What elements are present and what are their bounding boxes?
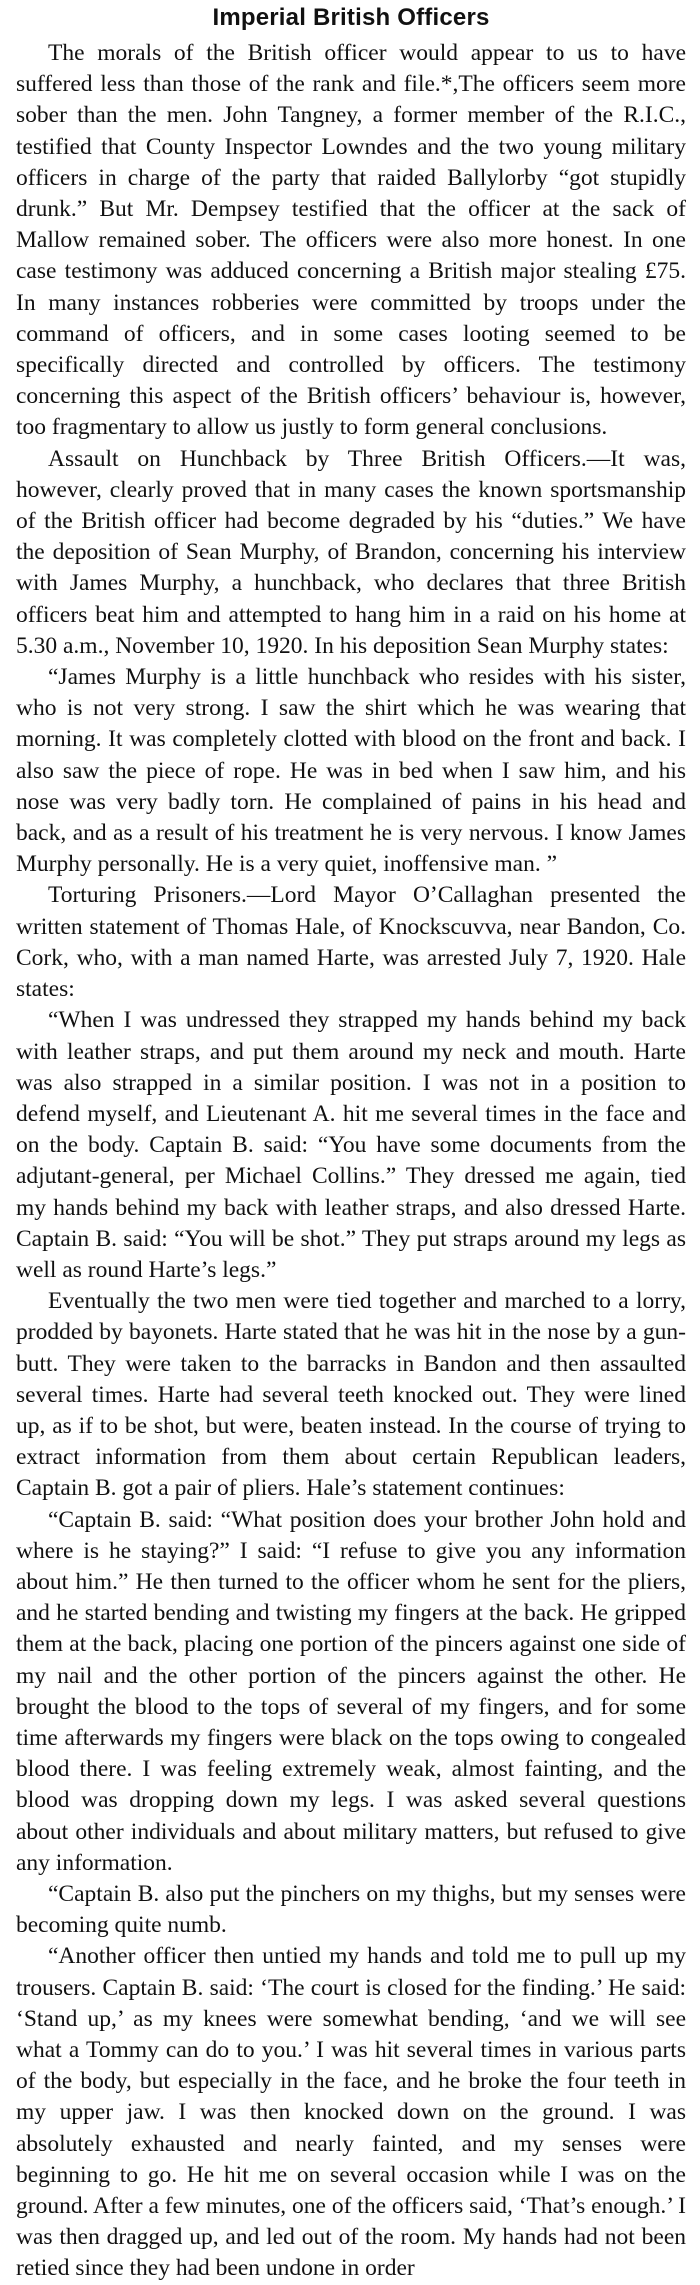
article-body <box>16 38 686 2285</box>
paragraph-murphy-quote: “James Murphy is a little hunchback who resides with his sister, who is not very strong. I saw the shirt which he was wearing that morning. It was completely clotted with blood on the front and back. I also saw the piece of rope. He was in bed when I saw him, and his nose was very badly torn. He complained of pains in his head and back, and as a result of his treatment he is very nervous. I know James Murphy personally. He is a very quiet, inoffensive man. ” <box>16 664 686 878</box>
paragraph-hale-undressed: “When I was undressed they strapped my hands behind my back with leather straps, and put them around my neck and mouth. Harte was also strapped in a similar position. I was not in a position to defend myself, and Lieutenant A. hit me several times in the face and on the body. Captain B. said: “You have some documents from the adjutant-general, per Michael Collins.” They dressed me again, tied my hands behind my back with leather straps, and also dressed Harte. Captain B. said: “You will be shot.” They put straps around my legs as well as round Harte’s legs.” <box>16 1007 686 1283</box>
paragraph-officer-morals: The morals of the British officer would appear to us to have suffered less than those of the rank and file.*,The officers seem more sober than the men. John Tangney, a former member of the R.I.C., testified that County Inspector Lowndes and the two young military officers in charge of the party that raided Ballylorby “got stupidly drunk.” But Mr. Dempsey testified that the officer at the sack of Mallow remained sober. The officers were also more honest. In one case testimony was adduced concerning a British major stealing £75. In many instances robberies were committed by troops under the command of officers, and in some cases looting seemed to be specifically directed and controlled by officers. The testimony concerning this aspect of the British officers’ behaviour is, however, too fragmentary to allow us justly to form general conclusions. <box>16 40 686 441</box>
paragraph-pliers: “Captain B. said: “What position does your brother John hold and where is he staying?” I said: “I refuse to give you any information about him.” He then turned to the officer whom he sent for the pliers, and he started bending and twisting my fingers at the back. He gripped them at the back, placing one portion of the pincers against one side of my nail and the other portion of the pincers against the other. He brought the blood to the tops of several of my fingers, and for some time afterwards my fingers were black on the tops owing to congealed blood there. I was feeling extremely weak, almost fainting, and the blood was dropping down my legs. I was asked several questions about other individuals and about military matters, but refused to give any information. <box>16 1506 686 1876</box>
paragraph-lorry-bayonets: Eventually the two men were tied together and marched to a lorry, prodded by bayonets. Harte stated that he was hit in the nose by a gun-butt. They were taken to the barracks in Bandon and then assaulted several times. Harte had several teeth knocked out. They were lined up, as if to be shot, but were, beaten instead. In the course of trying to extract information from them about certain Republican leaders, Captain B. got a pair of pliers. Hale’s statement continues: <box>16 1288 686 1502</box>
paragraph-pinchers: “Captain B. also put the pinchers on my thighs, but my senses were becoming quite numb. <box>16 1880 686 1939</box>
paragraph-hunchback-assault: Assault on Hunchback by Three British Officers.—It was, however, clearly proved that in many cases the known sportsmanship of the British officer had become degraded by his “duties.” We have the deposition of Sean Murphy, of Brandon, concerning his interview with James Murphy, a hunchback, who declares that three British officers beat him and attempted to hang him in a raid on his home at 5.30 a.m., November 10, 1920. In his deposition Sean Murphy states: <box>16 445 686 659</box>
paragraph-court-closed: “Another officer then untied my hands and told me to pull up my trousers. Captain B. said: ‘The court is closed for the finding.’ He said: ‘Stand up,’ as my knees were somewhat bending, ‘and we will see what a Tommy can do to you.’ I was hit several times in various parts of the body, but especially in the face, and he broke the four teeth in my upper jaw. I was then knocked down on the ground. I was absolutely exhausted and nearly fainted, and my senses were beginning to go. He hit me on several occasion while I was on the ground. After a few minutes, one of the officers said, ‘That’s enough.’ I was then dragged up, and led out of the room. My hands had not been retied since they had been undone in order <box>16 1943 686 2282</box>
page-title: Imperial British Officers <box>212 4 490 31</box>
paragraph-torturing-prisoners: Torturing Prisoners.—Lord Mayor O’Callaghan presented the written statement of Thomas Hale, of Knockscuvva, near Bandon, Co. Cork, who, with a man named Harte, was arrested July 7, 1920. Hale states: <box>16 882 686 1003</box>
